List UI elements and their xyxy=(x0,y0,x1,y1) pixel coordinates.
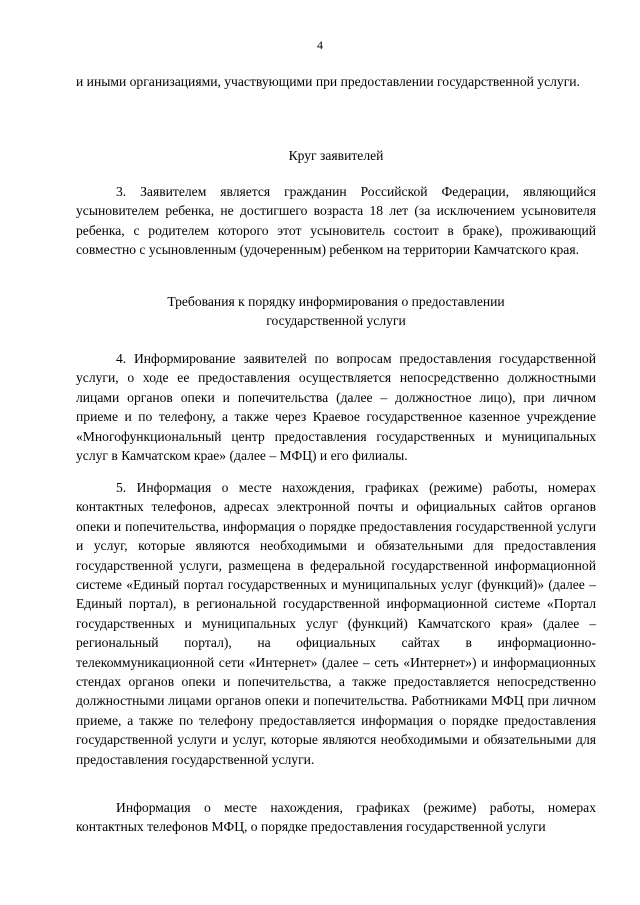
paragraph-4: 4. Информирование заявителей по вопросам предоставления государственной услуги, о ходе ее предоставления осуществляется непосредственно должностными лицами органов опеки и попечительства (далее – должностное лицо), при личном приеме и по телефону, а также через Краевое государственное казенное учреждение «Многофункциональный центр предоставления государственных и муниципальных услуг в Камчатском крае» (далее – МФЦ) и его филиалы. xyxy=(76,351,596,464)
section-title-applicants: Круг заявителей xyxy=(288,148,384,163)
page-number: 4 xyxy=(317,38,323,52)
paragraph-3: 3. Заявителем является гражданин Российской Федерации, являющийся усыновителем ребенка, не достигшего возраста 18 лет (за исключением усыновителя ребенка, с родителем которого этот усыновитель состоит в браке), проживающий совместно с усыновленным (удочеренным) ребенком на территории Камчатского края. xyxy=(76,184,596,258)
paragraph-6: Информация о месте нахождения, графиках (режиме) работы, номерах контактных телефонов МФЦ, о порядке предоставления государственной услуги xyxy=(76,800,596,835)
paragraph-5: 5. Информация о месте нахождения, графиках (режиме) работы, номерах контактных телефонов, адресах электронной почты и официальных сайтов органов опеки и попечительства, информация о порядке предоставления государственной услуги и услуг, которые являются необходимыми и обязательными для предоставления государственной услуги, размещена в федеральной государственной информационной системе «Единый портал государственных и муниципальных услуг (функций)» (далее – Единый портал), в региональной государственной информационной системе «Портал государственных и муниципальных услуг (функций) Камчатского края» (далее – региональный портал), на официальных сайтах в информационно-телекоммуникационной сети «Интернет» (далее – сеть «Интернет») и информационных стендах органов опеки и попечительства, а также предоставляется непосредственно должностными лицами органов опеки и попечительства. Работниками МФЦ при личном приеме, а также по телефону предоставляется информация о порядке предоставления государственной услуги и услуг, которые являются необходимыми и обязательными для предоставления государственной услуги. xyxy=(76,480,596,767)
section-title-information-requirements: Требования к порядку информирования о предоставлении государственной услуги xyxy=(167,294,505,329)
continuation-paragraph: и иными организациями, участвующими при предоставлении государственной услуги. xyxy=(76,74,580,89)
